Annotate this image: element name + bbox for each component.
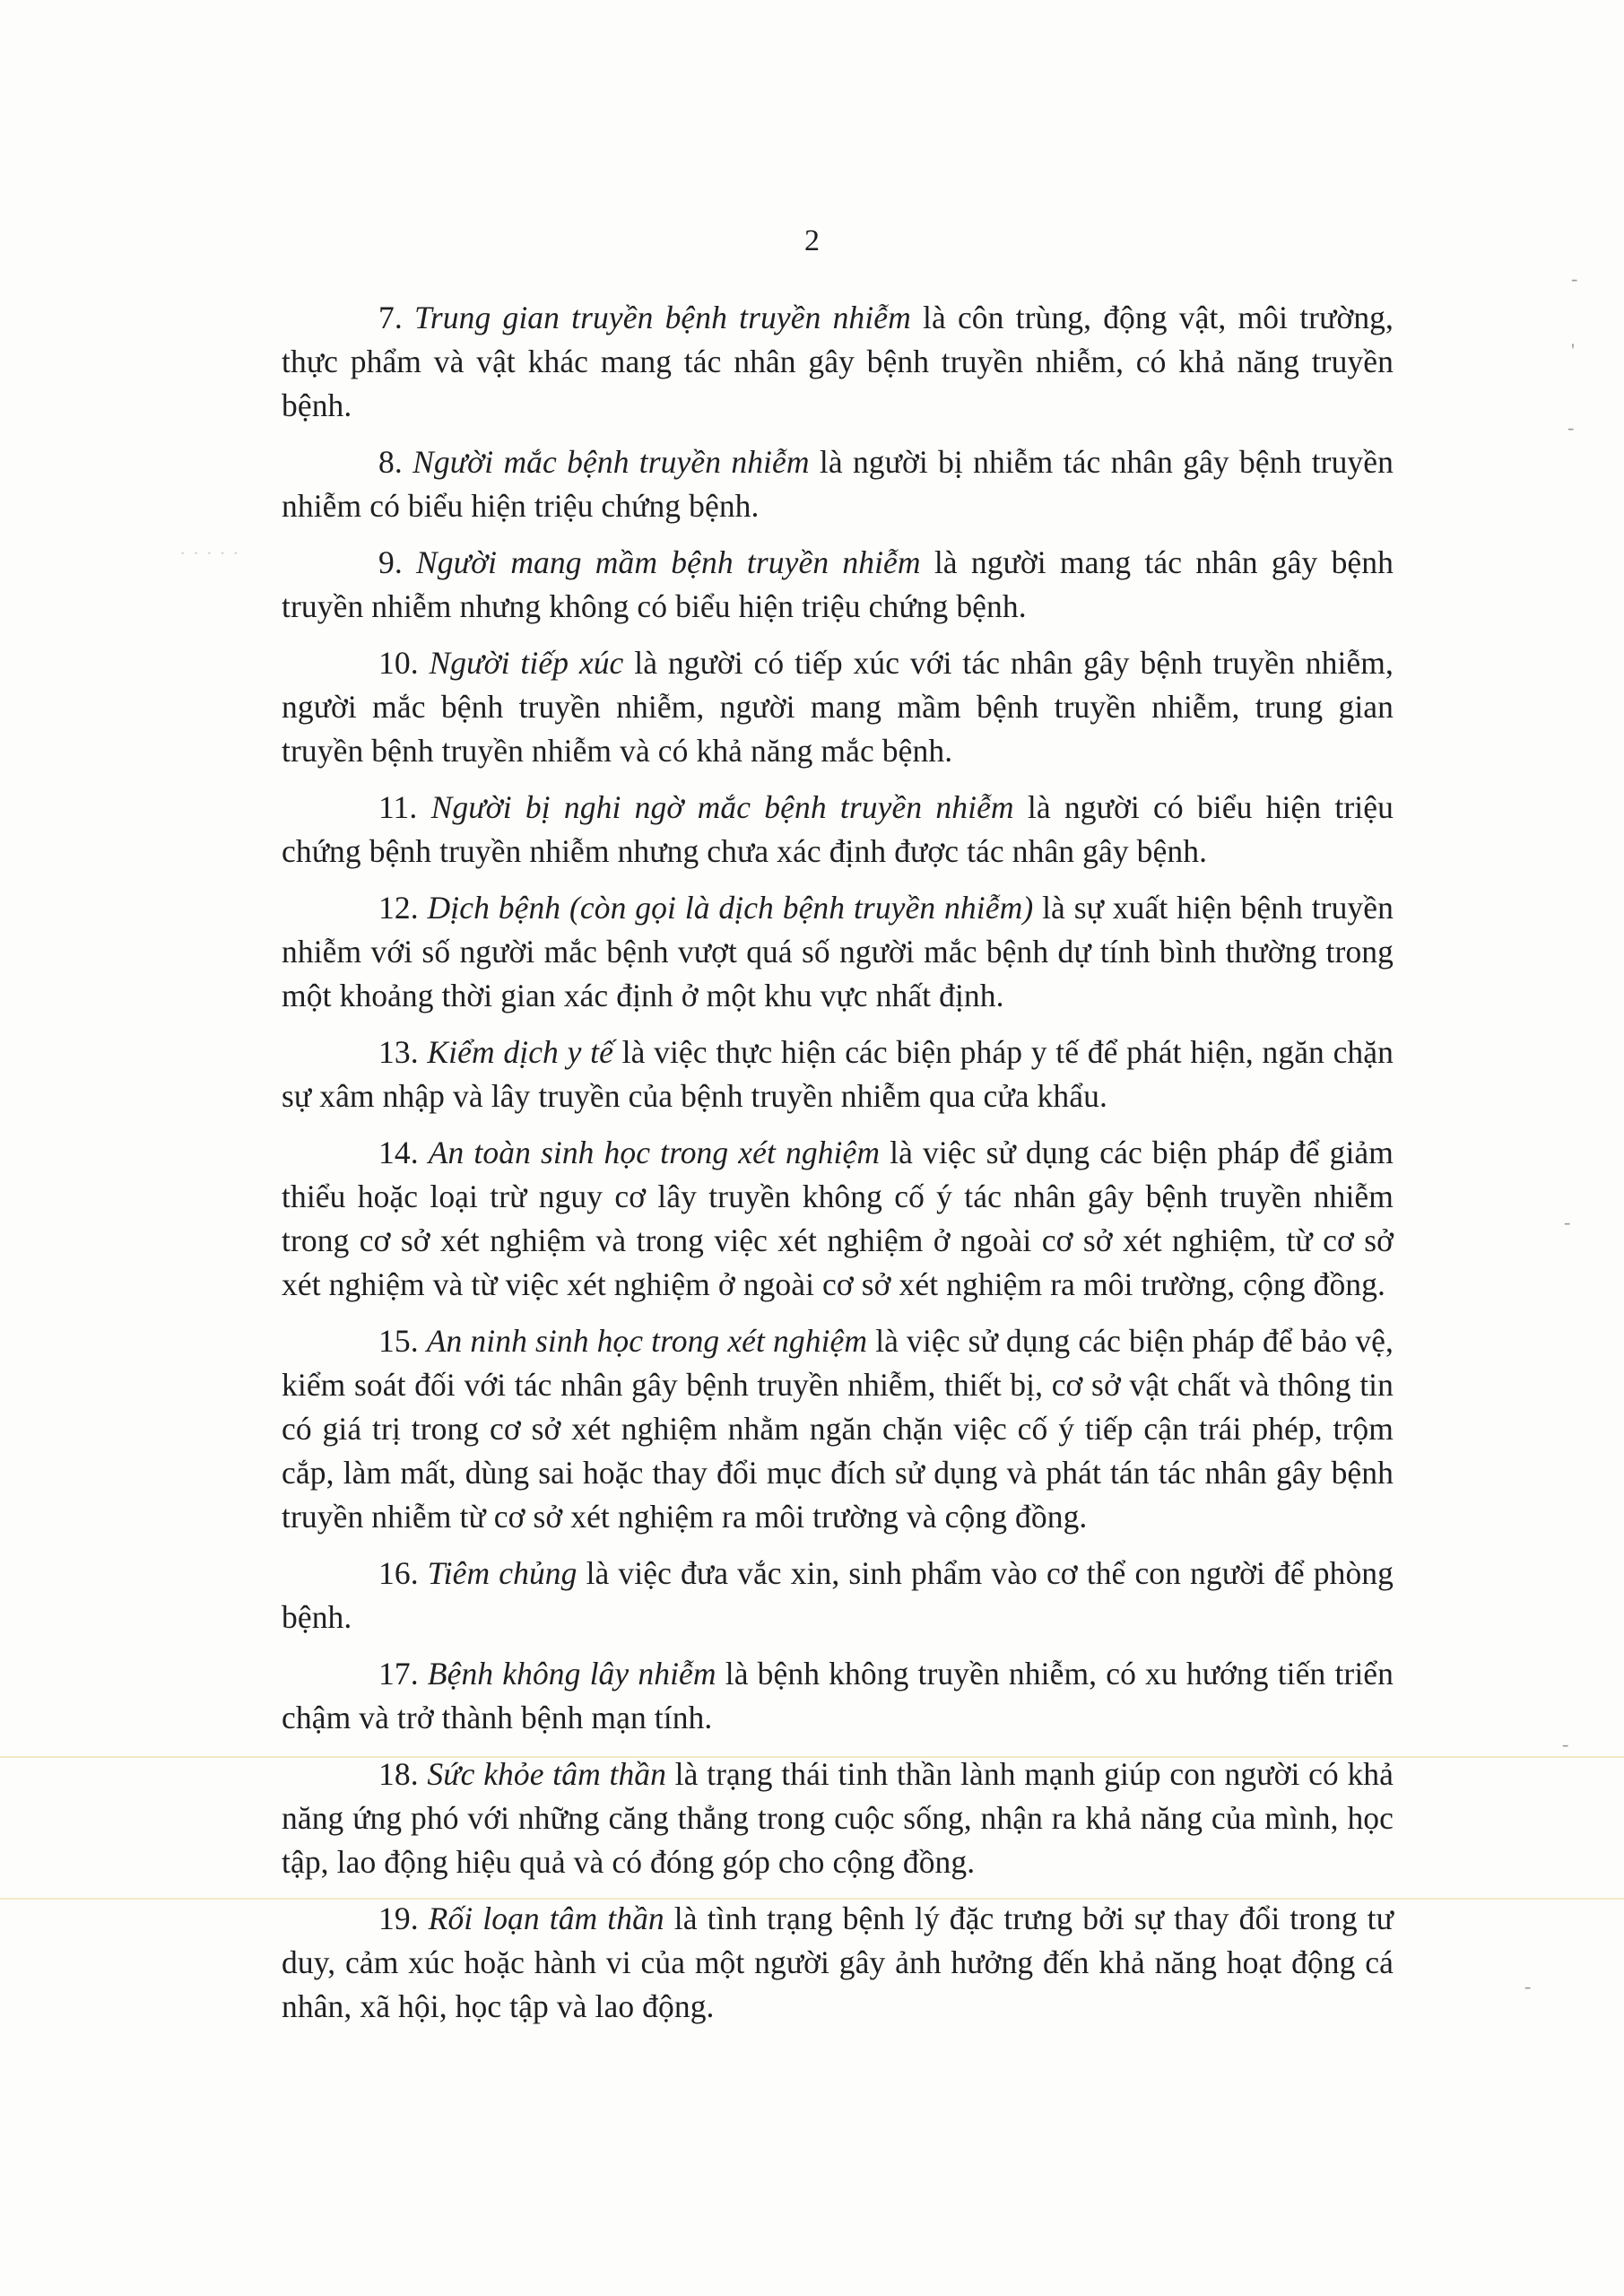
definition-text: là việc sử dụng các biện pháp để bảo vệ, kiểm soát đối với tác nhân gây bệnh truyền nhiễm, thiết bị, cơ sở vật chất và thông tin có giá trị trong cơ sở xét nghiệm nhằm ngăn chặn việc cố ý tiếp cận trái phép, trộm cắp, làm mất, dùng sai hoặc thay đổi mục đích sử dụng và phát tán tác nhân gây bệnh truyền nhiễm từ cơ sở xét nghiệm ra môi trường và cộng đồng. xyxy=(282,1323,1394,1535)
scan-speck: ' xyxy=(1571,339,1575,361)
definition-term: Sức khỏe tâm thần xyxy=(427,1756,666,1792)
definition-term: Người mắc bệnh truyền nhiễm xyxy=(413,444,810,480)
definition-term: Bệnh không lây nhiễm xyxy=(427,1656,716,1692)
definition-number: 18. xyxy=(378,1756,419,1792)
definition-number: 17. xyxy=(378,1656,419,1692)
definition-item-13 xyxy=(282,1031,1394,1118)
definition-item-15 xyxy=(282,1319,1394,1539)
definition-number: 16. xyxy=(378,1555,419,1591)
definition-term: Tiêm chủng xyxy=(427,1555,578,1591)
definition-item-14 xyxy=(282,1131,1394,1307)
definition-text: là côn trùng, động vật, môi trường, thực phẩm và vật khác mang tác nhân gây bệnh truyền nhiễm, có khả năng truyền bệnh. xyxy=(282,300,1394,423)
definition-text: là người có biểu hiện triệu chứng bệnh truyền nhiễm nhưng chưa xác định được tác nhân gây bệnh. xyxy=(282,789,1394,869)
definition-term: Kiểm dịch y tế xyxy=(427,1034,613,1070)
definition-text: là việc thực hiện các biện pháp y tế để phát hiện, ngăn chặn sự xâm nhập và lây truyền của bệnh truyền nhiễm qua cửa khẩu. xyxy=(282,1034,1394,1114)
definition-number: 19. xyxy=(378,1900,419,1936)
definition-text: là tình trạng bệnh lý đặc trưng bởi sự thay đổi trong tư duy, cảm xúc hoặc hành vi của một người gây ảnh hưởng đến khả năng hoạt động cá nhân, xã hội, học tập và lao động. xyxy=(282,1900,1394,2024)
definition-term: Trung gian truyền bệnh truyền nhiễm xyxy=(413,300,911,335)
definition-number: 8. xyxy=(378,444,403,480)
definition-term: Người tiếp xúc xyxy=(429,645,624,681)
scan-speck: - xyxy=(1564,1211,1571,1233)
definition-text: là người mang tác nhân gây bệnh truyền nhiễm nhưng không có biểu hiện triệu chứng bệnh. xyxy=(282,544,1394,624)
scan-speck: - xyxy=(1562,1733,1569,1755)
scan-speck: - xyxy=(1568,416,1575,439)
scan-speck: - xyxy=(1524,1975,1532,1997)
definition-item-10 xyxy=(282,641,1394,773)
definition-number: 9. xyxy=(378,544,403,580)
definition-text: là người bị nhiễm tác nhân gây bệnh truyền nhiễm có biểu hiện triệu chứng bệnh. xyxy=(282,444,1394,524)
definitions-list xyxy=(282,296,1394,2041)
definition-item-18 xyxy=(282,1752,1394,1884)
definition-number: 10. xyxy=(378,645,419,681)
definition-term: Người mang mầm bệnh truyền nhiễm xyxy=(416,544,921,580)
definition-number: 7. xyxy=(378,300,403,335)
definition-item-7 xyxy=(282,296,1394,428)
definition-number: 11. xyxy=(378,789,418,825)
page-number: 2 xyxy=(804,224,820,257)
definition-number: 15. xyxy=(378,1323,419,1359)
definition-text: là trạng thái tinh thần lành mạnh giúp con người có khả năng ứng phó với những căng thẳng trong cuộc sống, nhận ra khả năng của mình, học tập, lao động hiệu quả và có đóng góp cho cộng đồng. xyxy=(282,1756,1394,1880)
definition-item-17 xyxy=(282,1652,1394,1740)
definition-item-9 xyxy=(282,541,1394,629)
definition-term: Rối loạn tâm thần xyxy=(428,1900,664,1936)
definition-item-19 xyxy=(282,1897,1394,2029)
definition-term: An toàn sinh học trong xét nghiệm xyxy=(428,1135,881,1170)
definition-item-8 xyxy=(282,440,1394,528)
scan-speck: - xyxy=(1571,267,1578,290)
definition-number: 14. xyxy=(378,1135,419,1170)
definition-text: là việc đưa vắc xin, sinh phẩm vào cơ thể con người để phòng bệnh. xyxy=(282,1555,1394,1635)
definition-item-12 xyxy=(282,886,1394,1018)
definition-text: là người có tiếp xúc với tác nhân gây bệnh truyền nhiễm, người mắc bệnh truyền nhiễm, người mang mầm bệnh truyền nhiễm, trung gian truyền bệnh truyền nhiễm và có khả năng mắc bệnh. xyxy=(282,645,1394,769)
definition-item-16 xyxy=(282,1552,1394,1639)
definition-term: Dịch bệnh (còn gọi là dịch bệnh truyền nhiễm) xyxy=(427,890,1034,926)
definition-text: là việc sử dụng các biện pháp để giảm thiểu hoặc loại trừ nguy cơ lây truyền không cố ý tác nhân gây bệnh truyền nhiễm trong cơ sở xét nghiệm và trong việc xét nghiệm ở ngoài cơ sở xét nghiệm, từ cơ sở xét nghiệm và từ việc xét nghiệm ở ngoài cơ sở xét nghiệm ra môi trường, cộng đồng. xyxy=(282,1135,1394,1302)
definition-term: Người bị nghi ngờ mắc bệnh truyền nhiễm xyxy=(430,789,1014,825)
definition-text: là bệnh không truyền nhiễm, có xu hướng tiến triển chậm và trở thành bệnh mạn tính. xyxy=(282,1656,1394,1735)
definition-text: là sự xuất hiện bệnh truyền nhiễm với số người mắc bệnh vượt quá số người mắc bệnh dự tính bình thường trong một khoảng thời gian xác định ở một khu vực nhất định. xyxy=(282,890,1394,1013)
definition-item-11 xyxy=(282,786,1394,874)
definition-number: 13. xyxy=(378,1034,419,1070)
definition-term: An ninh sinh học trong xét nghiệm xyxy=(426,1323,868,1359)
margin-ghost-text: · · · · · xyxy=(179,542,240,564)
definition-number: 12. xyxy=(378,890,419,926)
